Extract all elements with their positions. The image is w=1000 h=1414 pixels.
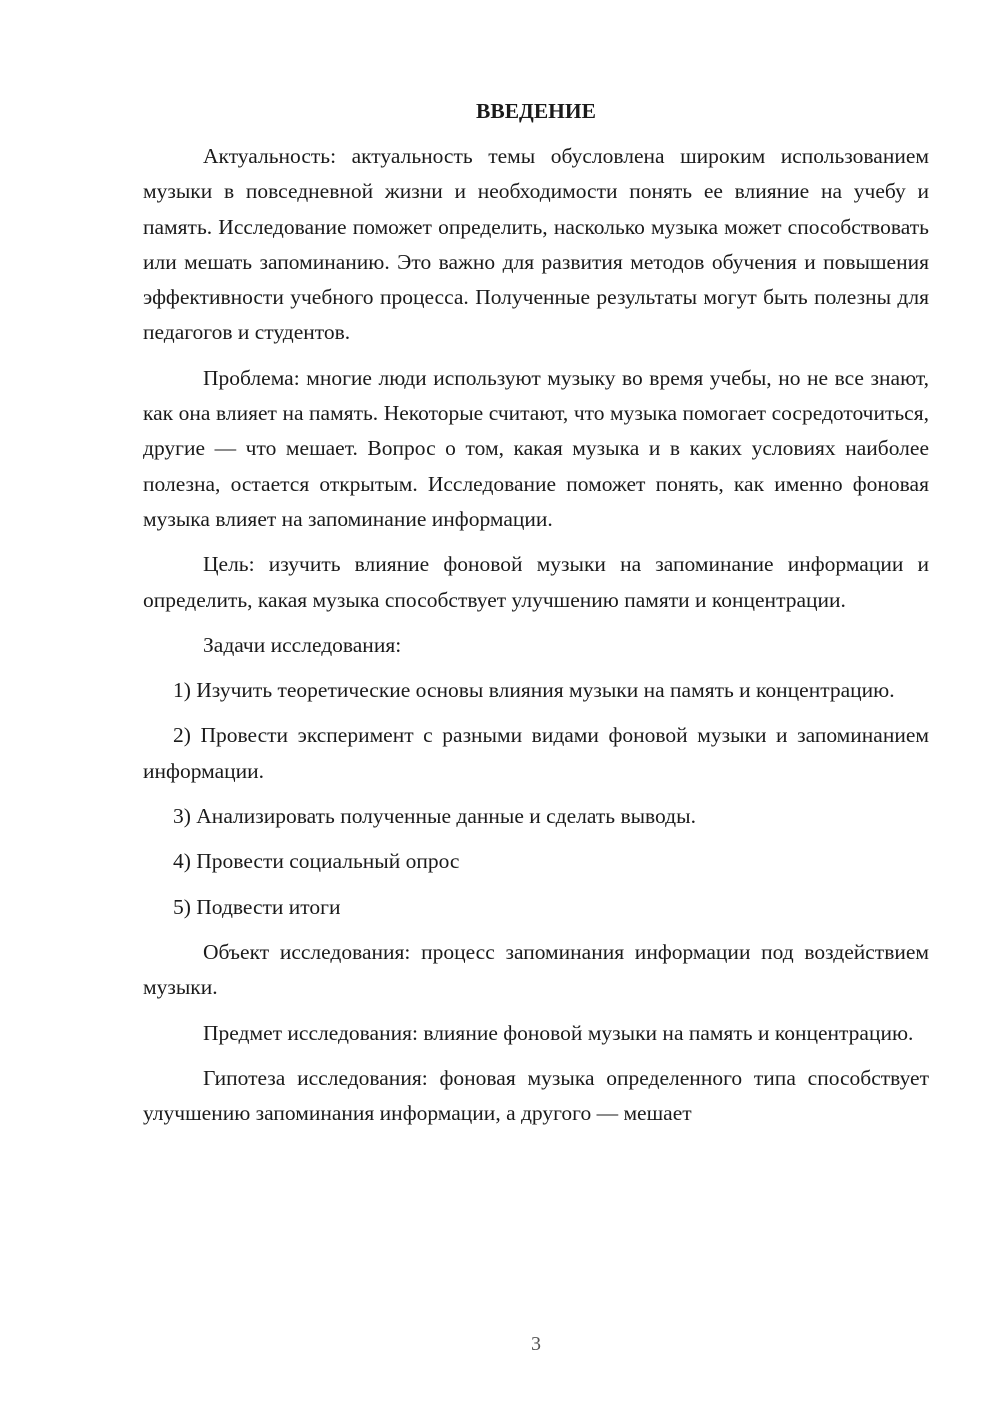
subject-paragraph: Предмет исследования: влияние фоновой музыки на память и концентрацию.	[203, 1020, 914, 1045]
section-title: ВВЕДЕНИЕ	[476, 99, 596, 123]
task-item-4: 4) Провести социальный опрос	[173, 849, 460, 874]
task-item-5: 5) Подвести итоги	[173, 894, 341, 919]
task-item-3: 3) Анализировать полученные данные и сделать выводы.	[173, 804, 696, 829]
object-paragraph: Объект исследования: процесс запоминания информации под воздействием музыки.	[143, 939, 929, 1000]
task-item-2: 2) Провести эксперимент с разными видами фоновой музыки и запоминанием информации.	[143, 723, 929, 783]
tasks-heading: Задачи исследования:	[203, 632, 402, 657]
hypothesis-paragraph: Гипотеза исследования: фоновая музыка определенного типа способствует улучшению запоминания информации, а другого — мешает	[143, 1065, 929, 1126]
page-number: 3	[531, 1333, 541, 1355]
relevance-paragraph: Актуальность: актуальность темы обусловлена широким использованием музыки в повседневной жизни и необходимости понять ее влияние на учебу и память. Исследование поможет определить, насколько музыка может способствовать или мешать запоминанию. Это важно для развития методов обучения и повышения эффективности учебного процесса. Полученные результаты могут быть полезны для педагогов и студентов.	[143, 144, 929, 345]
problem-paragraph: Проблема: многие люди используют музыку во время учебы, но не все знают, как она влияет на память. Некоторые считают, что музыка помогает сосредоточиться, другие — что мешает. Вопрос о том, какая музыка и в каких условиях наиболее полезна, остается открытым. Исследование поможет понять, как именно фоновая музыка влияет на запоминание информации.	[143, 365, 929, 531]
document-page	[143, 95, 929, 1131]
task-item-1: 1) Изучить теоретические основы влияния музыки на память и концентрацию.	[173, 678, 895, 703]
goal-paragraph: Цель: изучить влияние фоновой музыки на запоминание информации и определить, какая музыка способствует улучшению памяти и концентрации.	[143, 552, 929, 612]
